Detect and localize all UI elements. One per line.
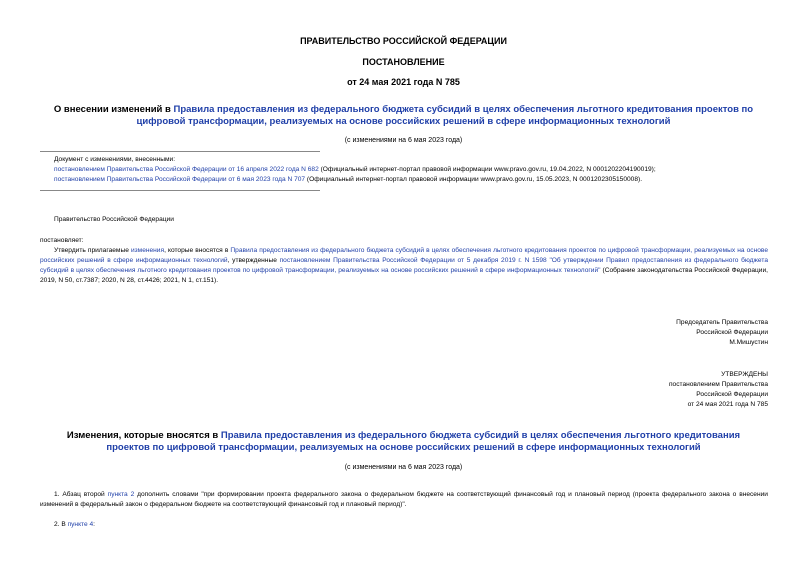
title-prefix: О внесении изменений в: [53, 104, 174, 115]
p1-text: Утвердить прилагаемые: [54, 247, 131, 254]
approved-resolution: постановлением Правительства: [668, 381, 768, 388]
title-revision-note: (с изменениями на 6 мая 2023 года): [344, 137, 463, 144]
decision-paragraph: [40, 246, 768, 286]
document-title: [46, 104, 761, 128]
approved-country: Российской Федерации: [696, 391, 768, 398]
p1-text: , которые вносятся в: [164, 247, 231, 254]
p1-text: , утвержденные: [227, 257, 280, 264]
signature-position: Председатель Правительства: [676, 319, 768, 326]
changes-title-prefix: Изменения, которые вносятся в: [66, 430, 221, 441]
government-heading: ПРАВИТЕЛЬСТВО РОССИЙСКОЙ ФЕДЕРАЦИИ: [300, 36, 507, 46]
amendments-block: [54, 155, 774, 185]
changes-title: [46, 430, 761, 454]
decides-label: постановляет:: [40, 237, 84, 244]
change-item-1: [40, 490, 768, 510]
signature-name: М.Мишустин: [729, 339, 768, 346]
changes-link[interactable]: изменения: [130, 247, 165, 254]
amendments-heading: Документ с изменениями, внесенными:: [54, 156, 176, 163]
signature-block: [676, 318, 768, 348]
amendments-bottom-rule: [40, 190, 320, 191]
amendment-link-682[interactable]: постановлением Правительства Российской Федерации от 16 апреля 2022 года N 682: [54, 166, 319, 173]
signature-country: Российской Федерации: [696, 329, 768, 336]
approved-block: [669, 370, 768, 410]
point-4-link[interactable]: пункте 4: [67, 521, 94, 528]
item1-text: дополнить словами "при формировании проекта федерального закона о федеральном бюджете на соответствующий финансовый год и плановый период (проекта федерального закона о внесении изменений в федеральный закон о федеральном бюджете на соответствующий финансовый год и плановый период)".: [40, 491, 768, 508]
amendment-source: (Официальный интернет-портал правовой информации www.pravo.gov.ru, 15.05.2023, N 0001202305150008).: [305, 176, 643, 183]
title-rules-link[interactable]: Правила предоставления из федерального бюджета субсидий в целях обеспечения льготного кредитования проектов по цифровой трансформации, реализуемых на основе российских решений в сфере информационных технологий: [136, 104, 754, 127]
p1-text: (Собрание законодательства Российской Федерации, 2019, N 50, ст.7387; 2020, N 28, ст.4426; 2021, N 1, ст.151).: [40, 267, 769, 284]
item2-text: 2. В: [54, 521, 68, 528]
changes-revision-note: (с изменениями на 6 мая 2023 года): [344, 464, 463, 471]
changes-rules-link[interactable]: Правила предоставления из федерального бюджета субсидий в целях обеспечения льготного кредитования проектов по цифровой трансформации, реализуемых на основе российских решений в сфере информационных технологий: [106, 430, 741, 453]
change-item-2: [54, 520, 95, 530]
amendment-source: (Официальный интернет-портал правовой информации www.pravo.gov.ru, 19.04.2022, N 0001202204190019);: [318, 166, 656, 173]
amendment-item: [54, 175, 774, 185]
item2-text: :: [93, 521, 95, 528]
item1-text: 1. Абзац второй: [54, 491, 108, 498]
resolution-1598-link[interactable]: постановлением Правительства Российской Федерации от 5 декабря 2019 г. N 1598 "Об утверждении Правил предоставления из федерального бюджета субсидий в целях обеспечения льготного кредитования проектов по цифровой трансформации, реализуемых на основе российских решений в сфере информационных технологий": [40, 257, 768, 274]
amendment-link-707[interactable]: постановлением Правительства Российской Федерации от 6 мая 2023 года N 707: [54, 176, 306, 183]
amendments-top-rule: [40, 151, 320, 152]
approved-date: от 24 мая 2021 года N 785: [687, 401, 768, 408]
point-2-link[interactable]: пункта 2: [107, 491, 135, 498]
government-label: Правительство Российской Федерации: [54, 216, 174, 223]
amendment-item: [54, 165, 774, 175]
document-date-number: от 24 мая 2021 года N 785: [347, 77, 460, 87]
rules-link[interactable]: Правила предоставления из федерального бюджета субсидий в целях обеспечения льготного кредитования проектов по цифровой трансформации, реализуемых на основе российских решений в сфере информационных технологий: [40, 247, 768, 264]
document-type: ПОСТАНОВЛЕНИЕ: [362, 57, 445, 67]
approved-heading: УТВЕРЖДЕНЫ: [721, 371, 768, 378]
